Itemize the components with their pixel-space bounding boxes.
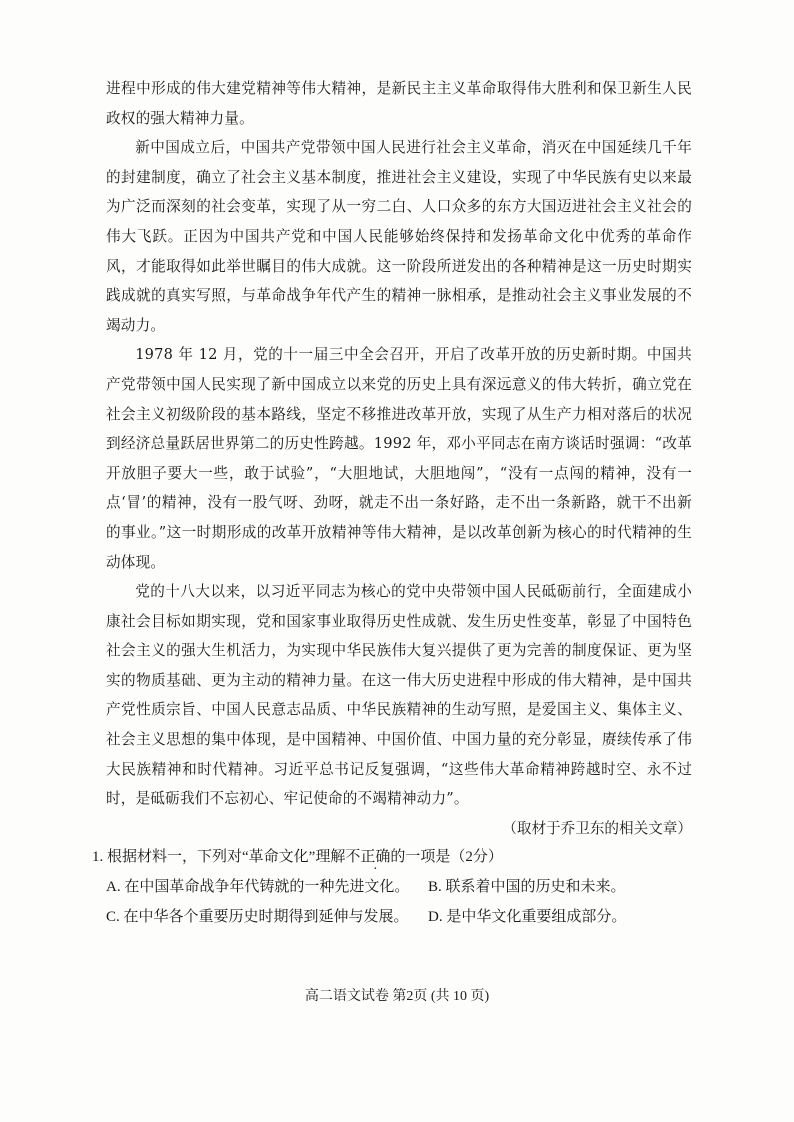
option-d: D. 是中华文化重要组成部分。 [428,908,627,925]
article-body [92,74,692,932]
question-stem [92,843,692,873]
question-stem-before: 1. 根据材料一，下列对“革命文化”理解不 [92,849,361,866]
source-citation: （取材于乔卫东的相关文章） [502,819,692,837]
question-stem-emphasis: 正确 [360,849,391,866]
option-a: A. 在中国革命战争年代铸就的一种先进文化。 [106,879,410,896]
paragraph-4: 党的十八大以来，以习近平同志为核心的党中央带领中国人民砥砺前行，全面建成小康社会目标如期实现，党和国家事业取得历史性成就、发生历史性变革，彰显了中国特色社会主义的强大生机活力，为实现中华民族伟大复兴提供了更为完善的制度保证、更为坚实的物质基础、更为主动的精神力量。在这一伟大历史进程中形成的伟大精神，是中国共产党性质宗旨、中国人民意志品质、中华民族精神的生动写照，是爱国主义、集体主义、社会主义思想的集中体现，是中国精神、中国价值、中国力量的充分彰显，赓续传承了伟大民族精神和时代精神。习近平总书记反复强调，“这些伟大革命精神跨越时空、永不过时，是砥砺我们不忘初心、牢记使命的不竭精神动力”。 [106,583,692,808]
paragraph-2: 新中国成立后，中国共产党带领中国人民进行社会主义革命，消灭在中国延续几千年的封建制度，确立了社会主义基本制度，推进社会主义建设，实现了中华民族有史以来最为广泛而深刻的社会变革，实现了从一穷二白、人口众多的东方大国迈进社会主义社会的伟大飞跃。正因为中国共产党和中国人民能够始终保持和发扬革命文化中优秀的革命作风，才能取得如此举世瞩目的伟大成就。这一阶段所迸发出的各种精神是这一历史时期实践成就的真实写照，与革命战争年代产生的精神一脉相承，是推动社会主义事业发展的不竭动力。 [106,139,692,334]
paragraph-3: 1978 年 12 月，党的十一届三中全会召开，开启了改革开放的历史新时期。中国共产党带领中国人民实现了新中国成立以来党的历史上具有深远意义的伟大转折，确立党在社会主义初级阶段的基本路线，坚定不移推进改革开放，实现了从生产力相对落后的状况到经济总量跃居世界第二的历史性跨越。1992 年，邓小平同志在南方谈话时强调：“改革开放胆子要大一些，敢于试验”，“大胆地试，大胆地闯”，“没有一点闯的精神，没有一点‘冒’的精神，没有一股气呀、劲呀，就走不出一条好路，走不出一条新路，就干不出新的事业。”这一时期形成的改革开放精神等伟大精神，是以改革创新为核心的时代精神的生动体现。 [106,346,692,571]
page-footer: 高二语文试卷 第2页 (共 10 页) [304,989,490,1004]
option-c: C. 在中华各个重要历史时期得到延伸与发展。 [106,908,409,925]
option-b: B. 联系着中国的历史和未来。 [428,879,626,896]
answer-options [106,873,692,932]
paragraph-1: 进程中形成的伟大建党精神等伟大精神，是新民主主义革命取得伟大胜利和保卫新生人民政权的强大精神力量。 [106,80,692,127]
question-stem-after: 的一项是（2分） [390,849,503,866]
